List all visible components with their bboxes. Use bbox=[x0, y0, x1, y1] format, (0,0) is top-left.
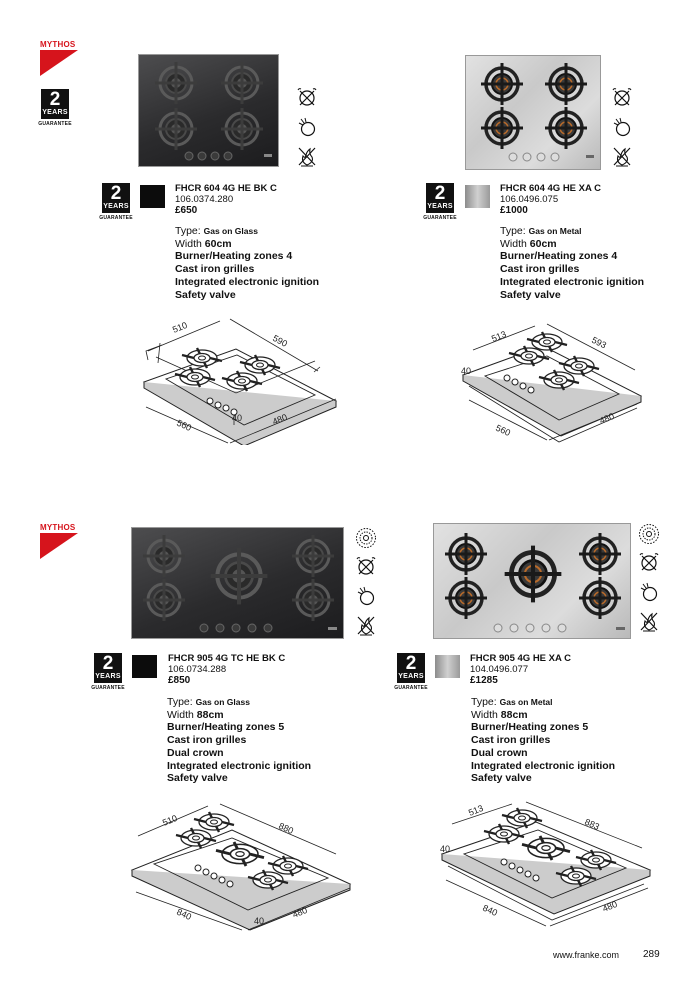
dim-cut-depth: 480 bbox=[598, 410, 616, 426]
type-value: Gas on Glass bbox=[203, 226, 258, 236]
dimension-drawing-1 bbox=[140, 315, 340, 445]
guarantee-badge-top bbox=[33, 89, 77, 127]
type-value: Gas on Glass bbox=[195, 697, 250, 707]
mythos-badge-top bbox=[40, 40, 82, 76]
no-pan-icon bbox=[638, 552, 660, 574]
product-photo-fhcr-604-bk bbox=[138, 54, 279, 167]
feature-item: Cast iron grilles bbox=[175, 263, 255, 276]
product-code: 106.0496.075 bbox=[500, 194, 559, 205]
product-specs-4: Type: Gas on Metal Width 88cm Burner/Heating zones 5 Cast iron grilles Dual crown Integrated electronic ignition Safety valve bbox=[471, 696, 616, 785]
guarantee-badge-p1: 2 YEARS GUARANTEE bbox=[99, 183, 133, 221]
guarantee-number: 2 bbox=[49, 89, 61, 110]
width-value: 88cm bbox=[500, 708, 528, 721]
product-price: £1000 bbox=[500, 205, 528, 216]
dimension-drawing-3 bbox=[128, 800, 356, 932]
feature-item: Dual crown bbox=[167, 746, 224, 759]
dim-depth: 510 bbox=[161, 812, 179, 828]
dim-cut-width: 560 bbox=[175, 417, 193, 433]
ignition-icon bbox=[638, 581, 660, 603]
feature-item: Integrated electronic ignition bbox=[167, 759, 312, 772]
dim-width: 883 bbox=[583, 816, 601, 832]
product-code: 104.0496.077 bbox=[470, 664, 529, 675]
width-value: 60cm bbox=[204, 237, 232, 250]
guarantee-badge-p2: 2 YEARS GUARANTEE bbox=[423, 183, 457, 221]
footer-url[interactable]: www.franke.com bbox=[553, 950, 620, 960]
product-price: £850 bbox=[168, 675, 191, 686]
dim-cut-depth: 480 bbox=[271, 411, 289, 427]
dim-height: 40 bbox=[440, 844, 451, 854]
feature-icons-3 bbox=[355, 527, 379, 643]
feature-icons-1 bbox=[296, 87, 320, 174]
feature-item: Safety valve bbox=[500, 288, 561, 301]
product-price: £1285 bbox=[470, 675, 498, 686]
product-info-3 bbox=[168, 653, 285, 686]
mythos-badge-bottom: MYTHOS bbox=[40, 523, 82, 559]
product-photo-fhcr-905-xa bbox=[433, 523, 631, 639]
no-flame-icon bbox=[611, 145, 633, 167]
dimension-drawing-2 bbox=[455, 320, 645, 450]
feature-item: Safety valve bbox=[175, 288, 236, 301]
dim-cut-width: 840 bbox=[175, 906, 193, 922]
finish-swatch-black bbox=[132, 655, 157, 678]
feature-item: Cast iron grilles bbox=[500, 263, 580, 276]
product-model: FHCR 905 4G TC HE BK C bbox=[168, 653, 286, 664]
dim-height: 40 bbox=[232, 413, 243, 423]
product-model: FHCR 604 4G HE BK C bbox=[175, 183, 277, 194]
type-value: Gas on Metal bbox=[499, 697, 553, 707]
finish-swatch-steel bbox=[465, 185, 490, 208]
width-value: 60cm bbox=[529, 237, 557, 250]
feature-item: Burner/Heating zones 5 bbox=[167, 721, 285, 734]
product-photo-fhcr-604-xa bbox=[465, 55, 601, 170]
mythos-label: MYTHOS bbox=[40, 40, 76, 49]
no-flame-icon bbox=[355, 614, 377, 636]
no-pan-icon bbox=[611, 87, 633, 109]
feature-item: Dual crown bbox=[471, 746, 528, 759]
guarantee-badge-p4: 2 YEARS GUARANTEE bbox=[394, 653, 428, 691]
product-info-4 bbox=[470, 653, 571, 686]
product-specs-2: Type: Gas on Metal Width 60cm Burner/Heating zones 4 Cast iron grilles Integrated electronic ignition Safety valve bbox=[500, 225, 645, 301]
product-code: 106.0374.280 bbox=[175, 194, 234, 205]
dim-cut-depth: 480 bbox=[601, 898, 619, 914]
product-info-1 bbox=[175, 183, 277, 216]
product-specs-3: Type: Gas on Glass Width 88cm Burner/Heating zones 5 Cast iron grilles Dual crown Integrated electronic ignition Safety valve bbox=[167, 696, 312, 785]
dim-height: 40 bbox=[461, 366, 472, 376]
feature-item: Burner/Heating zones 4 bbox=[175, 250, 293, 263]
page-number: 289 bbox=[643, 949, 660, 960]
feature-item: Cast iron grilles bbox=[167, 734, 247, 747]
product-code: 106.0734.288 bbox=[168, 664, 227, 675]
guarantee-badge-p3: 2 YEARS GUARANTEE bbox=[91, 653, 125, 691]
dual-crown-icon bbox=[355, 527, 377, 549]
feature-item: Burner/Heating zones 4 bbox=[500, 250, 618, 263]
ignition-icon bbox=[611, 116, 633, 138]
dim-depth: 513 bbox=[490, 328, 508, 344]
no-flame-icon bbox=[296, 145, 318, 167]
dim-height: 40 bbox=[254, 916, 265, 926]
feature-item: Burner/Heating zones 5 bbox=[471, 721, 589, 734]
mythos-flag-icon bbox=[40, 50, 78, 76]
ignition-icon bbox=[296, 116, 318, 138]
no-flame-icon bbox=[638, 610, 660, 632]
dim-depth: 510 bbox=[171, 319, 189, 335]
feature-item: Safety valve bbox=[167, 772, 228, 785]
feature-icons-2 bbox=[611, 87, 635, 174]
dim-cut-width: 840 bbox=[481, 902, 499, 918]
product-model: FHCR 905 4G HE XA C bbox=[470, 653, 572, 664]
guarantee-years: YEARS bbox=[42, 109, 68, 116]
feature-icons-4 bbox=[638, 523, 662, 639]
product-info-2 bbox=[500, 183, 601, 216]
product-specs-1: Type: Gas on Glass Width 60cm Burner/Heating zones 4 Cast iron grilles Integrated electronic ignition Safety valve bbox=[175, 225, 320, 301]
product-photo-fhcr-905-bk bbox=[131, 527, 344, 639]
feature-item: Integrated electronic ignition bbox=[175, 275, 320, 288]
mythos-flag-icon bbox=[40, 533, 78, 559]
feature-item: Safety valve bbox=[471, 772, 532, 785]
dim-cut-depth: 480 bbox=[291, 904, 309, 920]
feature-item: Integrated electronic ignition bbox=[500, 275, 645, 288]
ignition-icon bbox=[355, 585, 377, 607]
no-pan-icon bbox=[296, 87, 318, 109]
no-pan-icon bbox=[355, 556, 377, 578]
dim-width: 590 bbox=[271, 332, 290, 349]
product-price: £650 bbox=[175, 205, 198, 216]
dimension-drawing-4 bbox=[436, 800, 656, 932]
dim-width: 593 bbox=[590, 334, 609, 351]
feature-item: Integrated electronic ignition bbox=[471, 759, 616, 772]
dual-crown-icon bbox=[638, 523, 660, 545]
dim-width: 880 bbox=[277, 820, 295, 836]
width-value: 88cm bbox=[196, 708, 224, 721]
product-model: FHCR 604 4G HE XA C bbox=[500, 183, 602, 194]
guarantee-label: GUARANTEE bbox=[38, 121, 72, 127]
dim-depth: 513 bbox=[467, 802, 485, 818]
type-value: Gas on Metal bbox=[528, 226, 582, 236]
finish-swatch-steel bbox=[435, 655, 460, 678]
dim-cut-width: 560 bbox=[494, 422, 512, 438]
finish-swatch-black bbox=[140, 185, 165, 208]
feature-item: Cast iron grilles bbox=[471, 734, 551, 747]
